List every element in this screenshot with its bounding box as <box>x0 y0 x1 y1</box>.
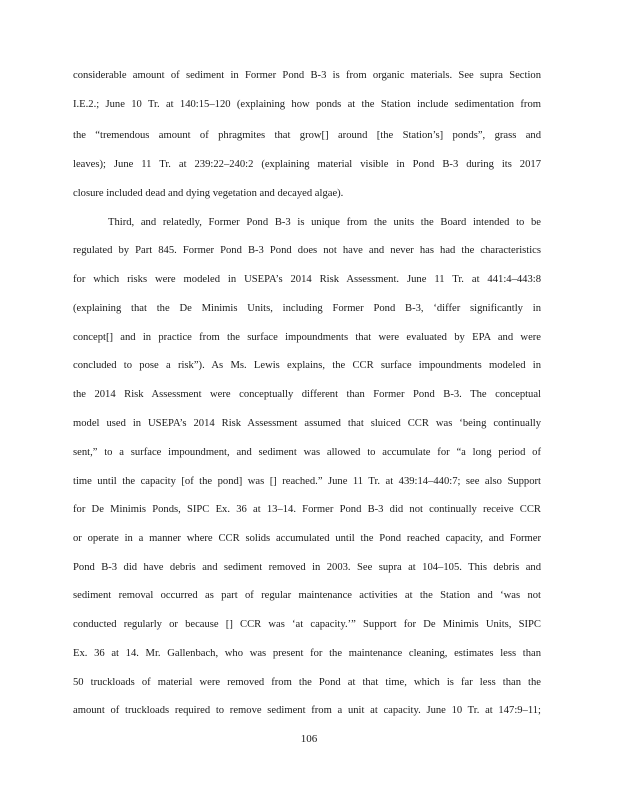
text-line: Pond B-3 did have debris and sediment removed in 2003. See supra at 104–105. This debris and <box>73 562 541 573</box>
text-line: sediment removal occurred as part of regular maintenance activities at the Station and ‘was not <box>73 590 541 601</box>
text-line: regulated by Part 845. Former Pond B-3 Pond does not have and never has had the characteristics <box>73 245 541 256</box>
text-line: leaves); June 11 Tr. at 239:22–240:2 (explaining material visible in Pond B-3 during its 2017 <box>73 159 541 170</box>
page-number: 106 <box>300 733 318 745</box>
text-line: Third, and relatedly, Former Pond B-3 is unique from the units the Board intended to be <box>108 217 541 228</box>
text-line: the “tremendous amount of phragmites that grow[] around [the Station’s] ponds”, grass and <box>73 130 541 141</box>
text-line: conducted regularly or because [] CCR was ‘at capacity.’” Support for De Minimis Units, SIPC <box>73 619 541 630</box>
text-line: considerable amount of sediment in Former Pond B-3 is from organic materials. See supra Section <box>73 70 541 81</box>
text-line: or operate in a manner where CCR solids accumulated until the Pond reached capacity, and Former <box>73 533 541 544</box>
text-line: Ex. 36 at 14. Mr. Gallenbach, who was present for the maintenance cleaning, estimates less than <box>73 648 541 659</box>
text-line: sent,” to a surface impoundment, and sediment was allowed to accumulate for “a long period of <box>73 447 541 458</box>
text-line: concept[] and in practice from the surface impoundments that were evaluated by EPA and were <box>73 332 541 343</box>
text-line: closure included dead and dying vegetation and decayed algae). <box>73 188 344 199</box>
text-line: time until the capacity [of the pond] was [] reached.” June 11 Tr. at 439:14–440:7; see also Support <box>73 476 541 487</box>
text-line: for which risks were modeled in USEPA’s 2014 Risk Assessment. June 11 Tr. at 441:4–443:8 <box>73 274 541 285</box>
text-line: the 2014 Risk Assessment were conceptually different than Former Pond B-3. The conceptual <box>73 389 541 400</box>
text-line: concluded to pose a risk”). As Ms. Lewis explains, the CCR surface impoundments modeled in <box>73 360 541 371</box>
text-line: for De Minimis Ponds, SIPC Ex. 36 at 13–14. Former Pond B-3 did not continually receive CCR <box>73 504 541 515</box>
text-line: amount of truckloads required to remove sediment from a unit at capacity. June 10 Tr. at 147:9–11; <box>73 705 541 716</box>
text-line: (explaining that the De Minimis Units, including Former Pond B-3, ‘differ significantly in <box>73 303 541 314</box>
text-line: 50 truckloads of material were removed from the Pond at that time, which is far less than the <box>73 677 541 688</box>
text-line: model used in USEPA’s 2014 Risk Assessment assumed that sluiced CCR was ‘being continually <box>73 418 541 429</box>
text-line: I.E.2.; June 10 Tr. at 140:15–120 (explaining how ponds at the Station include sedimentation from <box>73 99 541 110</box>
